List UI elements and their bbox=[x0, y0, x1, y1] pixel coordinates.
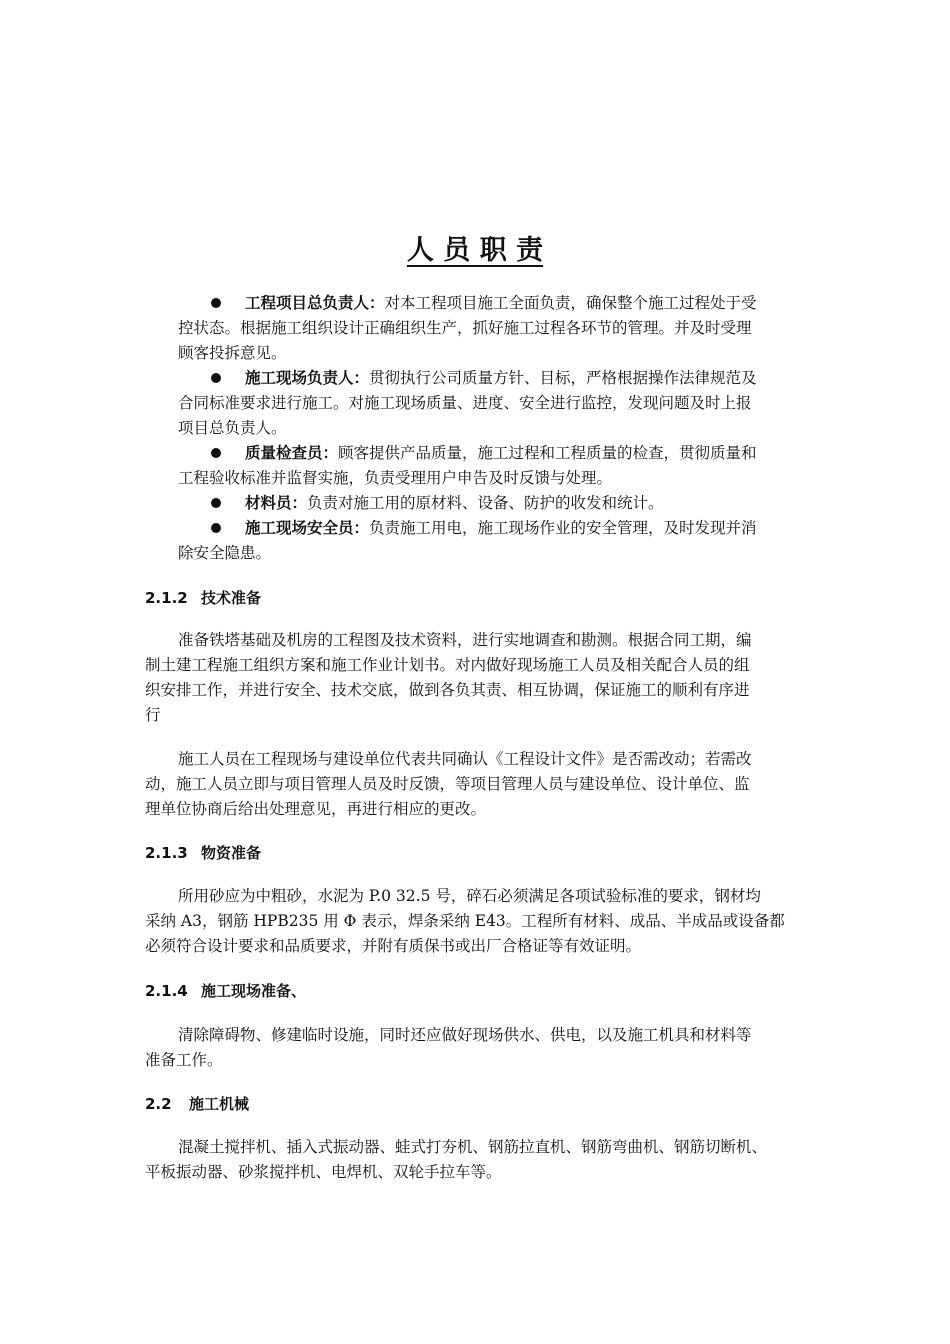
role-first-line bbox=[245, 516, 757, 541]
section-heading bbox=[145, 587, 261, 609]
paragraph-line: 施工人员在工程现场与建设单位代表共同确认《工程设计文件》是否需改动；若需改 bbox=[178, 750, 752, 768]
section-heading bbox=[145, 842, 261, 864]
paragraph-line: 准备工作。 bbox=[145, 1051, 223, 1069]
role-text-line: 除安全隐患。 bbox=[178, 544, 272, 562]
paragraph-line: 理单位协商后给出处理意见，再进行相应的更改。 bbox=[145, 800, 487, 818]
section-number: 2.1.2 bbox=[145, 589, 188, 607]
bullet-icon bbox=[211, 373, 221, 383]
role-first-line bbox=[245, 366, 757, 391]
section-title: 施工机械 bbox=[189, 1095, 250, 1113]
section-number: 2.1.4 bbox=[145, 982, 188, 1000]
role-text-line: 负责对施工用的原材料、设备、防护的收发和统计。 bbox=[307, 494, 664, 512]
role-name: 工程项目总负责人： bbox=[245, 294, 385, 312]
bullet-icon bbox=[211, 448, 221, 458]
role-name: 材料员： bbox=[245, 494, 308, 512]
role-text-line: 贯彻执行公司质量方针、目标，严格根据操作法律规范及 bbox=[369, 369, 757, 387]
role-text-line: 控状态。根据施工组织设计正确组织生产，抓好施工过程各环节的管理。并及时受理 bbox=[178, 319, 752, 337]
role-name: 质量检查员： bbox=[245, 444, 339, 462]
paragraph-line: 织安排工作，并进行安全、技术交底，做到各负其责、相互协调，保证施工的顺利有序进 bbox=[145, 681, 750, 699]
section-number: 2.1.3 bbox=[145, 844, 188, 862]
paragraph-line: 平板振动器、砂浆搅拌机、电焊机、双轮手拉车等。 bbox=[145, 1163, 502, 1181]
paragraph-line: 必须符合设计要求和品质要求，并附有质保书或出厂合格证等有效证明。 bbox=[145, 937, 642, 955]
bullet-icon bbox=[211, 498, 221, 508]
role-name: 施工现场安全员： bbox=[245, 519, 370, 537]
section-number: 2.2 bbox=[145, 1095, 172, 1113]
paragraph-line: 采纳 A3，钢筋 HPB235 用 Φ 表示，焊条采纳 E43。工程所有材料、成品、半成品或设备都 bbox=[145, 912, 785, 930]
section-heading bbox=[145, 1093, 249, 1115]
paragraph-line: 清除障碍物、修建临时设施，同时还应做好现场供水、供电，以及施工机具和材料等 bbox=[178, 1026, 752, 1044]
page-title bbox=[0, 228, 950, 267]
bullet-icon bbox=[211, 298, 221, 308]
section-title: 施工现场准备、 bbox=[201, 982, 307, 1000]
role-text-line: 项目总负责人。 bbox=[178, 419, 287, 437]
role-first-line bbox=[245, 491, 664, 516]
role-first-line bbox=[245, 441, 757, 466]
role-text-line: 合同标准要求进行施工。对施工现场质量、进度、安全进行监控，发现问题及时上报 bbox=[178, 394, 752, 412]
section-title: 技术准备 bbox=[201, 589, 262, 607]
paragraph-line: 制土建工程施工组织方案和施工作业计划书。对内做好现场施工人员及相关配合人员的组 bbox=[145, 656, 750, 674]
paragraph-line: 混凝土搅拌机、插入式振动器、蛙式打夯机、钢筋拉直机、钢筋弯曲机、钢筋切断机、 bbox=[178, 1138, 768, 1156]
paragraph-line: 行 bbox=[145, 706, 161, 724]
paragraph-line: 所用砂应为中粗砂，水泥为 P.0 32.5 号，碎石必须满足各项试验标准的要求，钢材均 bbox=[178, 887, 761, 905]
paragraph-line: 准备铁塔基础及机房的工程图及技术资料，进行实地调查和勘测。根据合同工期，编 bbox=[178, 631, 752, 649]
role-text-line: 工程验收标准并监督实施，负责受理用户申告及时反馈与处理。 bbox=[178, 469, 613, 487]
role-name: 施工现场负责人： bbox=[245, 369, 370, 387]
bullet-icon bbox=[211, 523, 221, 533]
paragraph-line: 动，施工人员立即与项目管理人员及时反馈，等项目管理人员与建设单位、设计单位、监 bbox=[145, 775, 750, 793]
page-title-text: 人 员 职 责 bbox=[406, 235, 544, 266]
role-text-line: 对本工程项目施工全面负责，确保整个施工过程处于受 bbox=[384, 294, 757, 312]
role-first-line bbox=[245, 291, 757, 316]
section-heading bbox=[145, 980, 306, 1002]
role-text-line: 顾客提供产品质量，施工过程和工程质量的检查，贯彻质量和 bbox=[338, 444, 757, 462]
section-title: 物资准备 bbox=[201, 844, 262, 862]
role-text-line: 顾客投拆意见。 bbox=[178, 344, 287, 362]
role-text-line: 负责施工用电，施工现场作业的安全管理，及时发现并消 bbox=[369, 519, 757, 537]
